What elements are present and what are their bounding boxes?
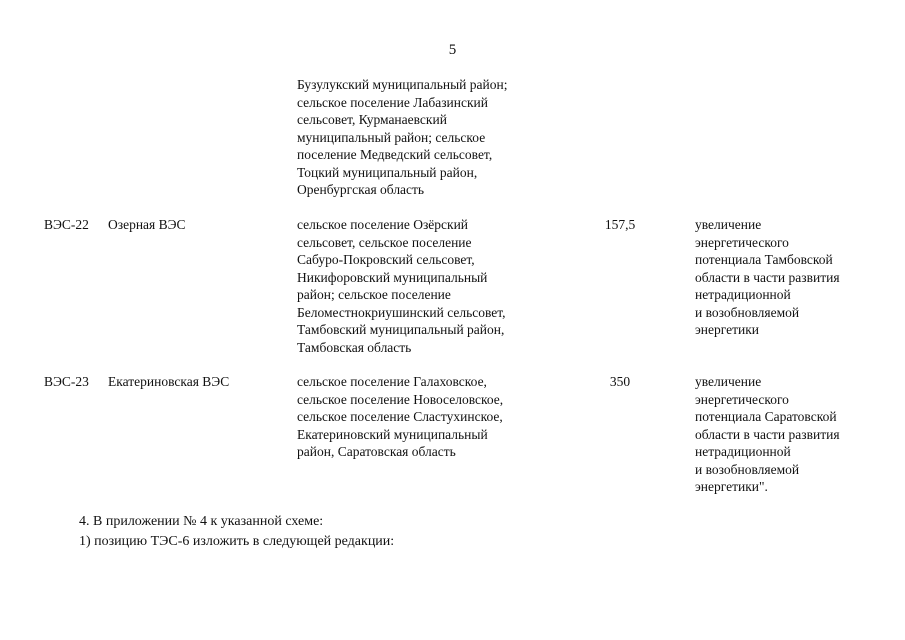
object-name-cell: Озерная ВЭС	[108, 217, 186, 232]
power-cell: 157,5	[604, 217, 636, 232]
object-name-cell: Екатериновская ВЭС	[108, 374, 230, 389]
paragraph-item: 1) позицию ТЭС-6 изложить в следующей редакции:	[79, 534, 395, 549]
power-cell: 350	[609, 374, 631, 389]
location-cell: сельское поселение Галаховское, сельское поселение Новоселовское, сельское поселение Сластухинское, Екатериновский муниципальный район, Саратовская область	[297, 374, 504, 459]
page-number: 5	[448, 42, 457, 58]
paragraph-amendment: 4. В приложении № 4 к указанной схеме:	[79, 514, 324, 529]
purpose-cell: увеличение энергетического потенциала Тамбовской области в части развития нетрадиционной и возобновляемой энергетики	[695, 217, 840, 337]
object-code-cell: ВЭС-22	[44, 217, 89, 232]
location-cell: сельское поселение Озёрский сельсовет, сельское поселение Сабуро-Покровский сельсовет, Никифоровский муниципальный район; сельское поселение Беломестнокриушинский сельсовет, Тамбовский муниципальный район, Тамбовская область	[297, 217, 506, 355]
location-cell: Бузулукский муниципальный район; сельское поселение Лабазинский сельсовет, Курманаевский муниципальный район; сельское поселение Медведский сельсовет, Тоцкий муниципальный район, Оренбургская область	[297, 77, 508, 197]
object-code-cell: ВЭС-23	[44, 374, 89, 389]
purpose-cell: увеличение энергетического потенциала Саратовской области в части развития нетрадиционной и возобновляемой энергетики".	[695, 374, 840, 494]
